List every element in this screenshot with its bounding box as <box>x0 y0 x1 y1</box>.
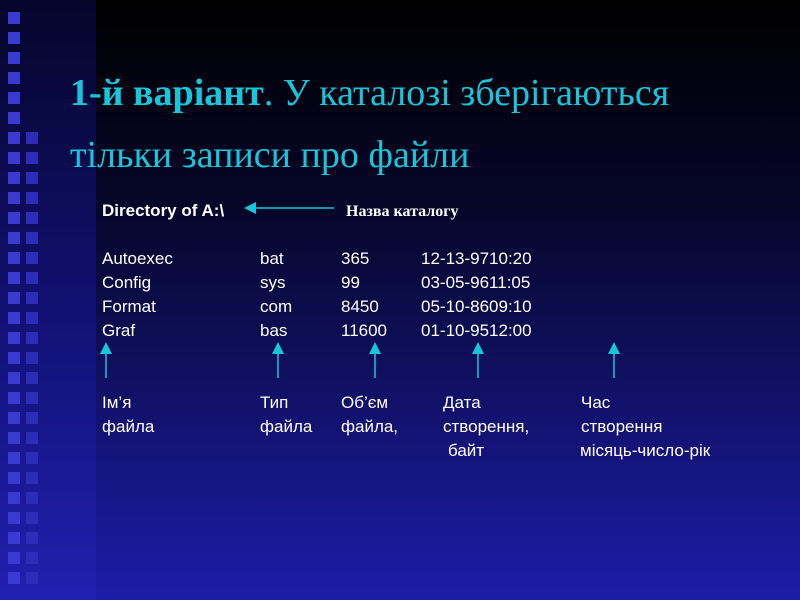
row-name: Graf <box>102 321 136 340</box>
catalog-name-label: Назва каталогу <box>346 203 459 220</box>
legend-name-1: Ім’я <box>102 393 132 412</box>
row-datetime: 12-13-9710:20 <box>421 249 532 268</box>
row-size: 8450 <box>341 297 379 316</box>
row-name: Format <box>102 297 156 316</box>
row-ext: bas <box>260 321 288 340</box>
legend-time-3: місяць-число-рік <box>580 441 711 460</box>
legend-type-2: файла <box>260 417 313 436</box>
title-bold-part: 1-й варіант <box>70 72 264 114</box>
row-ext: sys <box>260 273 286 292</box>
legend-type-1: Тип <box>260 393 289 412</box>
title-line2: тільки записи про файли <box>70 134 470 176</box>
legend-size-2: файла, <box>341 417 399 436</box>
row-size: 365 <box>341 249 370 268</box>
row-name: Config <box>102 273 152 292</box>
legend-time-2: створення <box>581 417 663 436</box>
legend-size-1: Об’єм <box>341 393 389 412</box>
row-datetime: 05-10-8609:10 <box>421 297 532 316</box>
row-datetime: 03-05-9611:05 <box>421 273 531 292</box>
row-datetime: 01-10-9512:00 <box>421 321 532 340</box>
row-ext: bat <box>260 249 284 268</box>
directory-header: Directory of A:\ <box>102 201 225 220</box>
row-ext: com <box>260 297 293 316</box>
legend-time-1: Час <box>581 393 611 412</box>
title-rest: . У каталозі зберігаються <box>263 72 670 114</box>
legend-date-3: байт <box>448 441 485 460</box>
row-size: 11600 <box>341 321 388 340</box>
legend-date-1: Дата <box>443 393 481 412</box>
row-name: Autoexec <box>102 249 173 268</box>
legend-date-2: створення, <box>443 417 530 436</box>
row-size: 99 <box>341 273 360 292</box>
legend-name-2: файла <box>102 417 155 436</box>
